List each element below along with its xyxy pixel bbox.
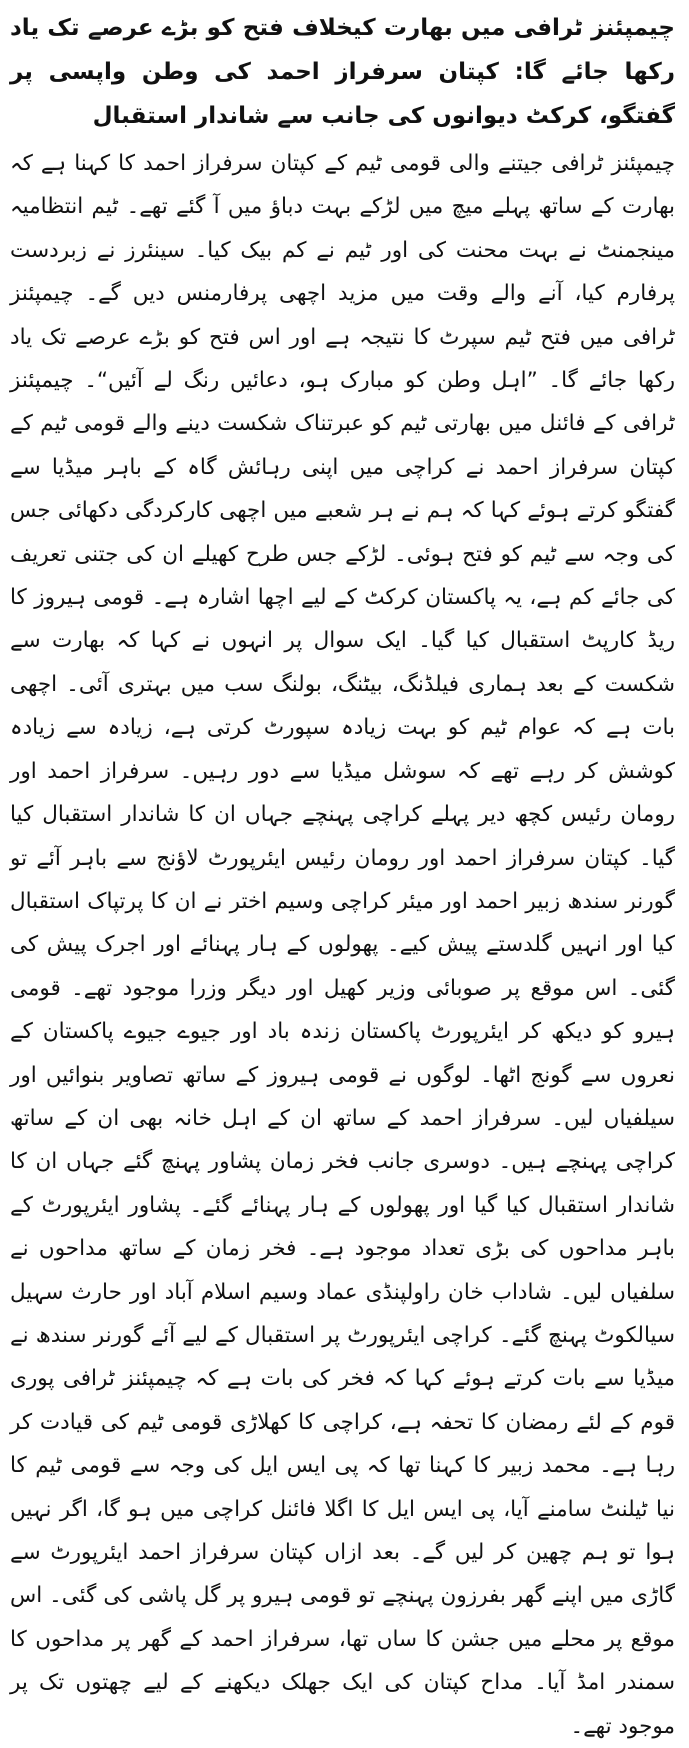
article-body: چیمپئنز ٹرافی جیتنے والی قومی ٹیم کے کپتان سرفراز احمد کا کہنا ہے کہ بھارت کے ساتھ پہلے میچ میں لڑکے بہت دباؤ میں آ گئے تھے۔ ٹیم انتظامیہ مینجمنٹ نے بہت محنت کی اور ٹیم نے کم بیک کیا۔ سینئرز نے زبردست پرفارم کیا، آنے والے وقت میں مزید اچھی پرفارمنس دیں گے۔ چیمپئنز ٹرافی میں فتح ٹیم سپرٹ کا نتیجہ ہے اور اس فتح کو بڑے عرصے تک یاد رکھا جائے گا۔ ”اہل وطن کو مبارک ہو، دعائیں رنگ لے آئیں“۔ چیمپئنز ٹرافی کے فائنل میں بھارتی ٹیم کو عبرتناک شکست دینے والے قومی ٹیم کے کپتان سرفراز احمد نے کراچی میں اپنی رہائش گاہ کے باہر میڈیا سے گفتگو کرتے ہوئے کہا کہ ہم نے ہر شعبے میں اچھی کارکردگی دکھائی جس کی وجہ سے ٹیم کو فتح ہوئی۔ لڑکے جس طرح کھیلے ان کی جتنی تعریف کی جائے کم ہے، یہ پاکستان کرکٹ کے لیے اچھا اشارہ ہے۔ قومی ہیروز کا ریڈ کارپٹ استقبال کیا گیا۔ ایک سوال پر انہوں نے کہا کہ بھارت سے شکست کے بعد ہماری فیلڈنگ، بیٹنگ، بولنگ سب میں بہتری آئی۔ اچھی بات ہے کہ عوام ٹیم کو بہت زیادہ سپورٹ کرتی ہے، زیادہ سے زیادہ کوشش کر رہے تھے کہ سوشل میڈیا سے دور رہیں۔ سرفراز احمد اور رومان رئیس کچھ دیر پہلے کراچی پہنچے جہاں ان کا شاندار استقبال کیا گیا۔ کپتان سرفراز احمد اور رومان رئیس ایئرپورٹ لاؤنج سے باہر آئے تو گورنر سندھ زبیر احمد اور میئر کراچی وسیم اختر نے ان کا پرتپاک استقبال کیا اور انہیں گلدستے پیش کیے۔ پھولوں کے ہار پہنائے اور اجرک پیش کی گئی۔ اس موقع پر صوبائی وزیر کھیل اور دیگر وزرا موجود تھے۔ قومی ہیرو کو دیکھ کر ایئرپورٹ پاکستان زندہ باد اور جیوے جیوے پاکستان کے نعروں سے گونج اٹھا۔ لوگوں نے قومی ہیروز کے ساتھ تصاویر بنوائیں اور سیلفیاں لیں۔ سرفراز احمد کے ساتھ ان کے اہل خانہ بھی ان کے ساتھ کراچی پہنچے ہیں۔ دوسری جانب فخر زمان پشاور پہنچ گئے جہاں ان کا شاندار استقبال کیا گیا اور پھولوں کے ہار پہنائے گئے۔ پشاور ایئرپورٹ کے باہر مداحوں کی بڑی تعداد موجود ہے۔ فخر زمان کے ساتھ مداحوں نے سلفیاں لیں۔ شاداب خان راولپنڈی عماد وسیم اسلام آباد اور حارث سہیل سیالکوٹ پہنچ گئے۔ کراچی ایئرپورٹ پر استقبال کے لیے آئے گورنر سندھ نے میڈیا سے بات کرتے ہوئے کہا کہ فخر کی بات ہے کہ چیمپئنز ٹرافی پوری قوم کے لئے رمضان کا تحفہ ہے، کراچی کا کھلاڑی قومی ٹیم کی قیادت کر رہا ہے۔ محمد زبیر کا کہنا تھا کہ پی ایس ایل کی وجہ سے قومی ٹیم کا نیا ٹیلنٹ سامنے آیا، پی ایس ایل کا اگلا فائنل کراچی میں ہو گا، اگر نہیں ہوا تو ہم چھین کر لیں گے۔ بعد ازاں کپتان سرفراز احمد ایئرپورٹ سے گاڑی میں اپنے گھر بفرزون پہنچے تو قومی ہیرو پر گل پاشی کی گئی۔ اس موقع پر محلے میں جشن کا ساں تھا، سرفراز احمد کے گھر پر مداحوں کا سمندر امڈ آیا۔ مداح کپتان کی ایک جھلک دیکھنے کے لیے چھتوں تک پر موجود تھے۔ <box>10 151 675 1739</box>
article-headline: چیمپئنز ٹرافی میں بھارت کیخلاف فتح کو بڑے عرصے تک یاد رکھا جائے گا: کپتان سرفراز احمد کی وطن واپسی پر گفتگو، کرکٹ دیوانوں کی جانب سے شاندار استقبال <box>10 15 675 129</box>
